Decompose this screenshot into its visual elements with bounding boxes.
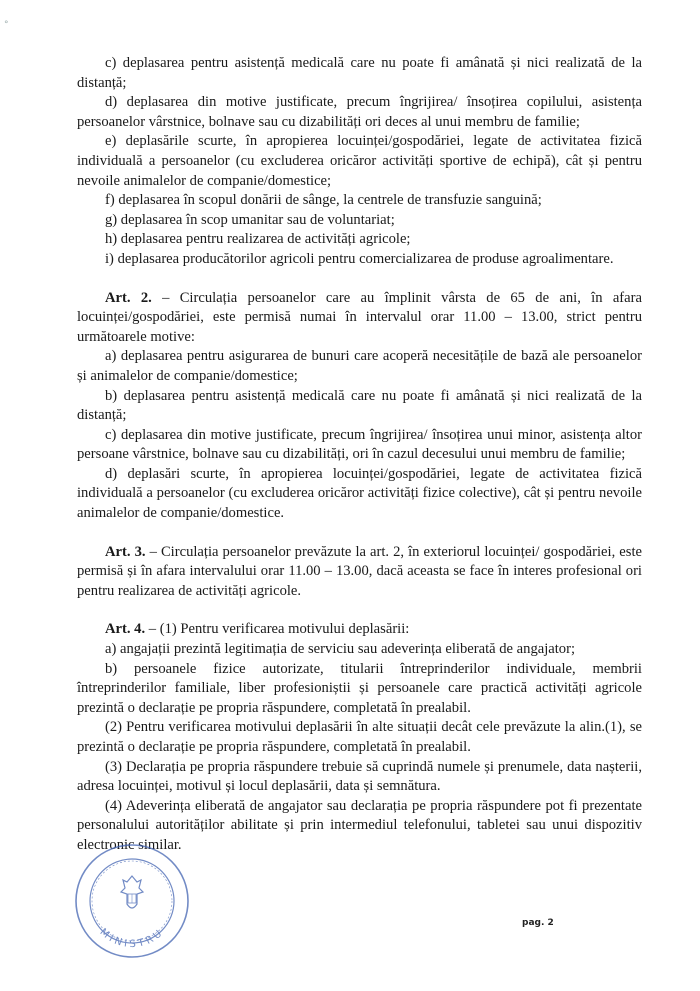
paragraph-art1-g: g) deplasarea în scop umanitar sau de voluntariat; xyxy=(105,211,395,228)
paragraph-art2-d: d) deplasări scurte, în apropierea locuinței/gospodăriei, legate de activitatea fizică individuală a persoanelor (cu excluderea oricăror activități fizice colective), cât și pentru nevoile animalelor de companie/domestice. xyxy=(77,465,642,522)
paragraph-art2-b: b) deplasarea pentru asistență medicală care nu poate fi amânată și nici realizată de la distanță; xyxy=(77,387,642,424)
document-body xyxy=(77,54,642,856)
article-3-heading: Art. 3. xyxy=(105,543,146,560)
paragraph-art2-a: a) deplasarea pentru asigurarea de bunuri care acoperă necesitățile de bază ale persoanelor și animalelor de companie/domestice; xyxy=(77,348,642,384)
paragraph-art4-2: (2) Pentru verificarea motivului deplasării în alte situații decât cele prevăzute la alin.(1), se prezintă o declarație pe propria răspundere, completată în prealabil. xyxy=(77,719,642,755)
article-2-intro-text: – Circulația persoanelor care au împlinit vârsta de 65 de ani, în afara locuinței/gospodăriei, este permisă numai în intervalul orar 11.00 – 13.00, strict pentru următoarele motive: xyxy=(77,289,642,345)
article-3-text: – Circulația persoanelor prevăzute la art. 2, în exteriorul locuinței/ gospodăriei, este permisă și în afara intervalului orar 11.00 – 13.00, dacă aceasta se face în interes profesional ori pentru realizarea de activități agricole. xyxy=(77,543,642,599)
paragraph-art2-c: c) deplasarea din motive justificate, precum îngrijirea/ însoțirea unui minor, asistența altor persoane vârstnice, bolnave sau cu dizabilități, ori în cazul decesului unui membru de familie; xyxy=(77,426,642,463)
paragraph-art1-e: e) deplasările scurte, în apropierea locuinței/gospodăriei, legate de activitatea fizică individuală a persoanelor (cu excluderea oricăror activități sportive de echipă), cât și pentru nevoile animalelor de companie/domestice; xyxy=(77,133,642,189)
paragraph-art4-3: (3) Declarația pe propria răspundere trebuie să cuprindă numele și prenumele, data nașterii, adresa locuinței, motivul și locul deplasării, data și semnătura. xyxy=(77,758,642,795)
article-2-heading: Art. 2. xyxy=(105,289,152,306)
scan-margin-mark: ° xyxy=(4,20,9,30)
paragraph-art1-c: c) deplasarea pentru asistență medicală care nu poate fi amânată și nici realizată de la distanță; xyxy=(77,55,642,91)
paragraph-art1-h: h) deplasarea pentru realizarea de activități agricole; xyxy=(105,231,411,248)
ministry-stamp xyxy=(73,842,191,960)
article-4-intro-text: – (1) Pentru verificarea motivului deplasării: xyxy=(145,621,410,638)
page-number: pag. 2 xyxy=(522,918,554,928)
coat-of-arms-icon xyxy=(121,876,143,908)
article-4-intro xyxy=(77,620,642,640)
paragraph-art1-i: i) deplasarea producătorilor agricoli pentru comercializarea de produse agroalimentare. xyxy=(105,250,614,267)
article-3 xyxy=(77,543,642,602)
paragraph-art1-f: f) deplasarea în scopul donării de sânge, la centrele de transfuzie sanguină; xyxy=(105,192,542,209)
article-4-heading: Art. 4. xyxy=(105,621,146,638)
article-2-intro xyxy=(77,289,642,348)
paragraph-art4-b: b) persoanele fizice autorizate, titularii întreprinderilor individuale, membrii întreprinderilor familiale, liber profesioniștii și persoanele care practică activități agricole prezintă o declarație pe propria răspundere, completată în prealabil. xyxy=(77,660,642,716)
paragraph-art4-a: a) angajații prezintă legitimația de serviciu sau adeverința eliberată de angajator; xyxy=(105,641,576,658)
paragraph-art1-d: d) deplasarea din motive justificate, precum îngrijirea/ însoțirea copilului, asistența persoanelor vârstnice, bolnave sau cu dizabilități ori deces al unui membru de familie; xyxy=(77,94,642,130)
paragraph-art4-4: (4) Adeverința eliberată de angajator sau declarația pe propria răspundere pot fi prezentate personalului autorităților abilitate și prin intermediul telefonului, tabletei sau unui dispozitiv electronic similar. xyxy=(77,797,642,853)
stamp-text: MINISTRU xyxy=(97,926,167,951)
